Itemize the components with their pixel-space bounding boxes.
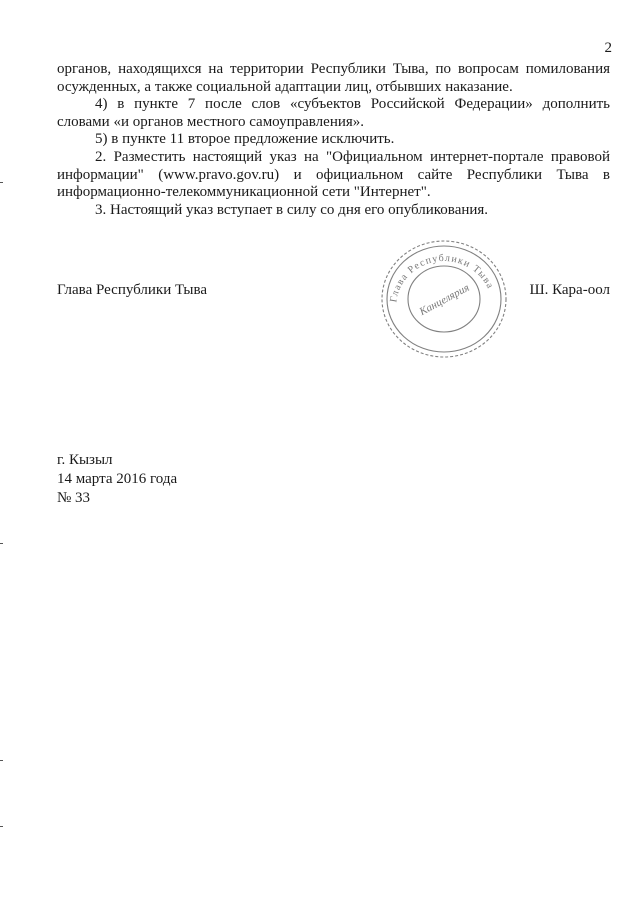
city: г. Кызыл [57, 452, 113, 468]
paragraph-2: 4) в пункте 7 после слов «субъектов Российской Федерации» дополнить словами «и органов местного самоуправления». [57, 96, 610, 130]
document-date: 14 марта 2016 года [57, 471, 178, 487]
paragraph-1: органов, находящихся на территории Республики Тыва, по вопросам помилования осужденных, а также социальной адаптации лиц, отбывших наказание. [57, 61, 610, 95]
paragraph-3: 5) в пункте 11 второе предложение исключить. [95, 131, 395, 148]
page-number: 2 [604, 40, 612, 56]
signature-role: Глава Республики Тыва [57, 282, 208, 298]
scan-mark [0, 760, 3, 761]
place-date-block [57, 451, 177, 508]
paragraph-4: 2. Разместить настоящий указ на "Официальном интернет-портале правовой информации" (www.pravo.gov.ru) и официальном сайте Республики Тыва в информационно-телекоммуникационной сети "Интернет". [57, 148, 610, 201]
scan-mark [0, 826, 3, 827]
paragraph-5: 3. Настоящий указ вступает в силу со дня его опубликования. [95, 201, 489, 218]
stamp-outer-textpath: Глава Республики Тыва [388, 252, 496, 304]
body-text [57, 61, 610, 219]
stamp-inner-text: Канцелярия [417, 281, 472, 319]
scan-mark [0, 543, 3, 544]
official-stamp [378, 237, 510, 361]
scan-mark [0, 182, 3, 183]
document-number: № 33 [57, 490, 91, 506]
signature-name: Ш. Кара-оол [529, 282, 610, 298]
